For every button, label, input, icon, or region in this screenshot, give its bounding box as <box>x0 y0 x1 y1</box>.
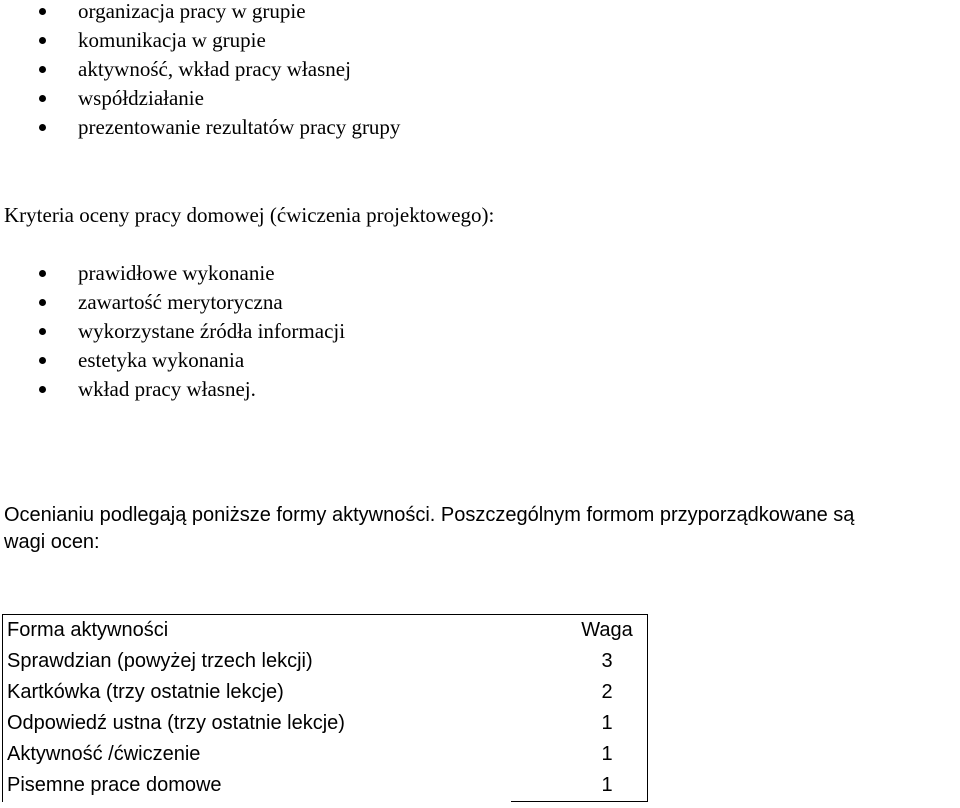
table-cell-weight: 2 <box>511 677 648 708</box>
list-item-text: komunikacja w grupie <box>78 28 266 52</box>
table-cell-form: Aktywność /ćwiczenie <box>3 739 512 770</box>
grade-weights-table <box>2 614 648 802</box>
list-item <box>0 55 400 84</box>
bullet-icon <box>39 37 46 44</box>
group-criteria-list <box>0 0 400 142</box>
list-item <box>0 0 400 26</box>
table-row <box>3 677 648 708</box>
bullet-icon <box>39 386 46 393</box>
list-item-text: wkład pracy własnej. <box>78 377 256 401</box>
table-cell-weight: 3 <box>511 646 648 677</box>
table-cell-weight: 1 <box>511 770 648 802</box>
list-item <box>0 26 400 55</box>
list-item <box>0 288 345 317</box>
list-item-text: aktywność, wkład pracy własnej <box>78 57 351 81</box>
bullet-icon <box>39 299 46 306</box>
bullet-icon <box>39 270 46 277</box>
table-cell-weight: 1 <box>511 708 648 739</box>
paragraph-line: Ocenianiu podlegają poniższe formy aktywności. Poszczególnym formom przyporządkowane są <box>4 504 855 526</box>
bullet-icon <box>39 66 46 73</box>
table-cell-form: Pisemne prace domowe <box>3 770 512 802</box>
list-item <box>0 375 345 404</box>
list-item-text: estetyka wykonania <box>78 348 245 372</box>
table-cell-form: Odpowiedź ustna (trzy ostatnie lekcje) <box>3 708 512 739</box>
list-item-text: prawidłowe wykonanie <box>78 261 275 285</box>
list-item-text: współdziałanie <box>78 86 204 110</box>
table-header-row <box>3 615 648 647</box>
table-cell-weight: 1 <box>511 739 648 770</box>
table-cell-form: Sprawdzian (powyżej trzech lekcji) <box>3 646 512 677</box>
paragraph-line: wagi ocen: <box>4 531 100 553</box>
list-item <box>0 317 345 346</box>
homework-criteria-list <box>0 259 345 404</box>
bullet-icon <box>39 124 46 131</box>
table-cell-form: Kartkówka (trzy ostatnie lekcje) <box>3 677 512 708</box>
bullet-icon <box>39 95 46 102</box>
activity-forms-paragraph <box>4 502 960 556</box>
column-header-weight: Waga <box>511 615 648 647</box>
bullet-icon <box>39 357 46 364</box>
table-row <box>3 770 648 802</box>
bullet-icon <box>39 8 46 15</box>
list-item-text: organizacja pracy w grupie <box>78 0 306 23</box>
list-item <box>0 259 345 288</box>
homework-criteria-heading: Kryteria oceny pracy domowej (ćwiczenia projektowego): <box>4 203 495 227</box>
column-header-form: Forma aktywności <box>3 615 512 647</box>
list-item <box>0 113 400 142</box>
list-item-text: prezentowanie rezultatów pracy grupy <box>78 115 401 139</box>
list-item-text: zawartość merytoryczna <box>78 290 283 314</box>
table-row <box>3 739 648 770</box>
table-row <box>3 646 648 677</box>
bullet-icon <box>39 328 46 335</box>
list-item <box>0 346 345 375</box>
list-item-text: wykorzystane źródła informacji <box>78 319 346 343</box>
list-item <box>0 84 400 113</box>
table-row <box>3 708 648 739</box>
